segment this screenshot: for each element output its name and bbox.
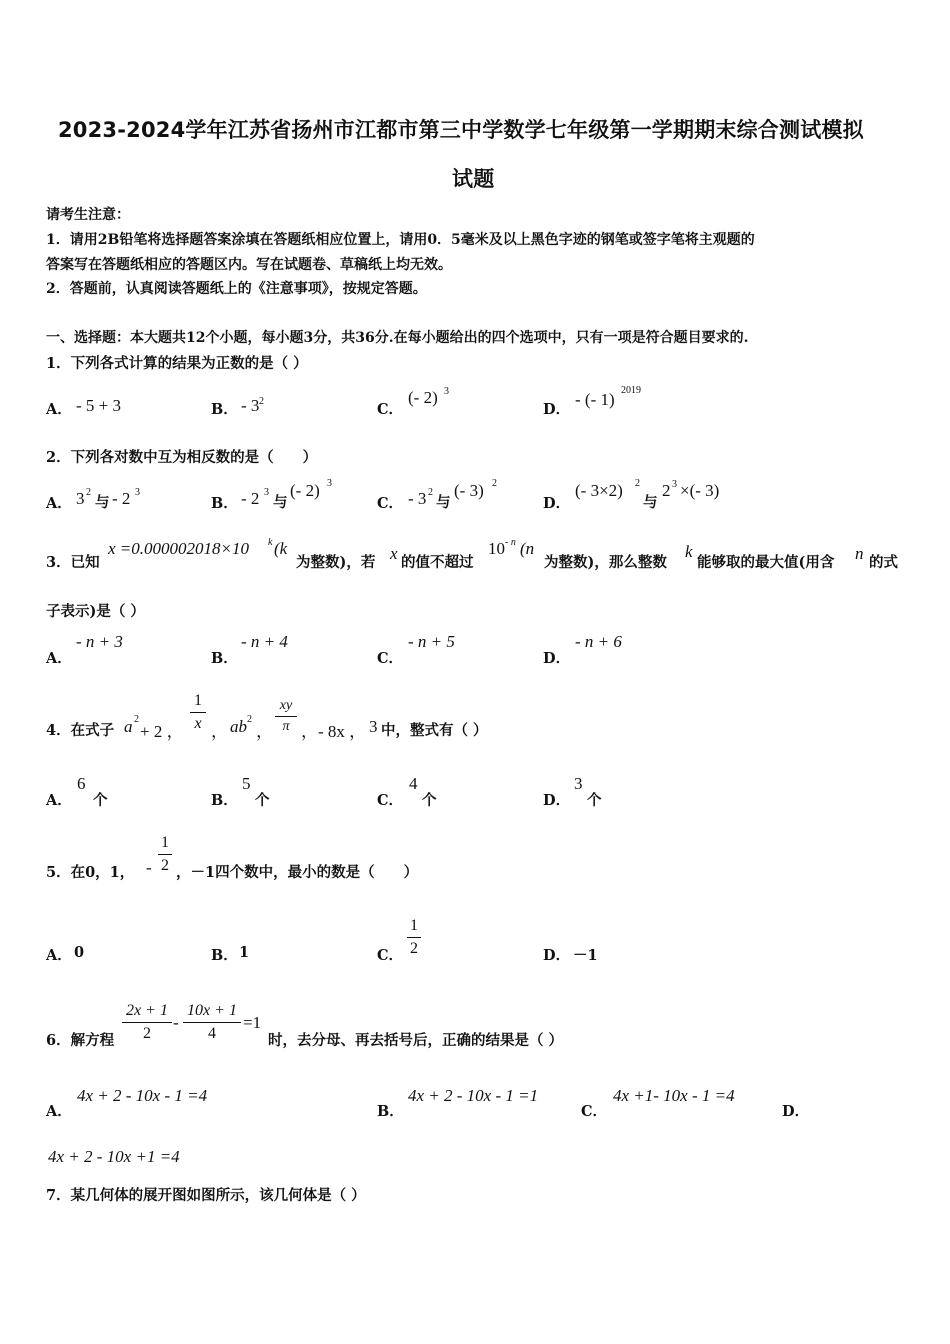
option-a-math: - 5 + 3 — [76, 396, 121, 415]
option-a-label: A． — [46, 401, 72, 418]
option-b-label: B． — [211, 947, 238, 964]
page-title-line2: 试题 — [452, 167, 495, 191]
stem-text: 中，整式有（ ） — [381, 722, 488, 739]
option-d-label: D． — [543, 792, 571, 809]
fraction-numerator: 1 — [194, 692, 202, 709]
stem-math: =1 — [243, 1013, 262, 1032]
option-b-label: B． — [377, 1103, 404, 1120]
option-c-label: C． — [581, 1103, 608, 1120]
fraction-numerator: xy — [279, 698, 293, 713]
stem-sep: ， — [211, 722, 228, 741]
option-c-conj: 与 — [436, 494, 451, 511]
notice-item-1: 1．请用2B铅笔将选择题答案涂填在答题纸相应位置上，请用0．5毫米及以上黑色字迹的钢笔或签字笔将主观题的 — [46, 232, 755, 248]
stem-math: a — [124, 717, 133, 736]
fraction-one-half — [158, 834, 172, 875]
fraction-denominator: 2 — [410, 940, 418, 957]
stem-text: 为整数)，若 — [296, 554, 376, 571]
option-d-conj: 与 — [643, 494, 658, 511]
fraction-xy-over-pi — [275, 698, 297, 735]
fraction-denominator: x — [194, 715, 202, 732]
option-a-term2-exp: 3 — [135, 487, 140, 498]
option-c-term2: (- 3) — [454, 481, 484, 500]
option-b-value: 1 — [239, 944, 250, 961]
stem-text: ，－1四个数中，最小的数是（ ） — [176, 864, 419, 881]
stem-math: n — [855, 544, 864, 563]
option-b-label: B． — [211, 401, 238, 418]
option-c-label: C． — [377, 792, 404, 809]
option-b-term1-exp: 3 — [264, 487, 269, 498]
notice-item-2: 2．答题前，认真阅读答题纸上的《注意事项》，按规定答题。 — [46, 281, 427, 297]
option-d-term1: (- 3×2) — [575, 481, 623, 500]
option-a-math: 6 — [77, 774, 86, 793]
stem-math: 10 — [488, 539, 505, 558]
fraction-denominator: 2 — [161, 857, 169, 874]
option-d-term3: ×(- 3) — [680, 481, 720, 500]
fraction-numerator: 1 — [161, 834, 169, 851]
stem-math: (k — [274, 539, 288, 558]
stem-math: x =0.000002018×10 — [108, 539, 249, 558]
option-c-math: 4x +1- 10x - 1 =4 — [613, 1086, 735, 1105]
question-7-stem: 7．某几何体的展开图如图所示，该几何体是（ ） — [46, 1187, 366, 1204]
option-d-label: D． — [543, 401, 571, 418]
option-c-math: (- 2) — [408, 388, 438, 407]
question-2-stem: 2．下列各对数中互为相反数的是（ ） — [46, 449, 318, 466]
option-c-label: C． — [377, 947, 404, 964]
option-a-term1-exp: 2 — [86, 487, 91, 498]
option-d-term1-exp: 2 — [635, 478, 640, 489]
option-c-exponent: 3 — [444, 386, 449, 397]
stem-text: 6．解方程 — [46, 1032, 115, 1049]
option-c-term2-exp: 2 — [492, 478, 497, 489]
stem-text: 为整数)，那么整数 — [544, 554, 667, 571]
option-d-math: - (- 1) — [575, 390, 615, 409]
option-b-math: 5 — [242, 774, 251, 793]
option-a-label: A． — [46, 650, 72, 667]
option-c-label: C． — [377, 650, 404, 667]
fraction-10x-plus-1-over-4 — [183, 1002, 241, 1043]
option-d-term2: 2 — [662, 481, 671, 500]
stem-math: + 2 ， — [140, 722, 184, 741]
stem-text: 能够取的最大值(用含 — [697, 554, 835, 571]
option-b-math: - n + 4 — [241, 632, 288, 651]
option-d-label: D． — [543, 650, 571, 667]
option-d-math: - n + 6 — [575, 632, 622, 651]
stem-math: - — [173, 1013, 179, 1032]
stem-sep: ， — [301, 722, 318, 741]
option-b-math: 4x + 2 - 10x - 1 =1 — [408, 1086, 539, 1105]
stem-math: (n — [520, 539, 535, 558]
option-a-term2: - 2 — [112, 489, 131, 508]
option-c-label: C． — [377, 401, 404, 418]
option-a-math: - n + 3 — [76, 632, 123, 651]
stem-text: 的式 — [869, 554, 898, 571]
option-a-label: A． — [46, 495, 72, 512]
option-d-label: D． — [543, 495, 571, 512]
option-b-exponent: 2 — [259, 396, 264, 407]
notice-heading: 请考生注意： — [46, 207, 130, 223]
option-d-label: D． — [543, 947, 571, 964]
option-d-label: D． — [782, 1103, 810, 1120]
stem-math-exp: k — [268, 537, 273, 548]
stem-math-exp: 2 — [247, 714, 252, 725]
option-a-value: 0 — [74, 944, 85, 961]
option-a-math: 4x + 2 - 10x - 1 =4 — [77, 1086, 208, 1105]
option-a-unit: 个 — [93, 792, 108, 809]
option-c-label: C． — [377, 495, 404, 512]
question-1-stem: 1．下列各式计算的结果为正数的是（ ） — [46, 355, 308, 372]
stem-math-exp: 2 — [134, 714, 139, 725]
option-c-math: 4 — [409, 774, 418, 793]
option-b-math: - 3 — [241, 396, 260, 415]
stem-sep: ， — [256, 722, 273, 741]
option-a-label: A． — [46, 792, 72, 809]
stem-text: 5．在0，1， — [46, 864, 135, 881]
option-b-label: B． — [211, 650, 238, 667]
option-d-math: 4x + 2 - 10x +1 =4 — [48, 1147, 180, 1166]
fraction-numerator: 1 — [410, 917, 418, 934]
option-d-value: －1 — [573, 947, 598, 964]
stem-math: 3 — [369, 717, 378, 736]
stem-text: 的值不超过 — [401, 554, 474, 571]
fraction-denominator: 4 — [208, 1025, 216, 1042]
fraction-1-over-x — [190, 692, 206, 733]
stem-math: k — [685, 542, 693, 561]
fraction-denominator: 2 — [143, 1025, 151, 1042]
fraction-numerator: 2x + 1 — [126, 1002, 168, 1019]
fraction-numerator: 10x + 1 — [187, 1002, 237, 1019]
stem-math: - 8x ， — [318, 722, 367, 741]
option-b-term2-exp: 3 — [327, 478, 332, 489]
stem-text: 4．在式子 — [46, 722, 115, 739]
page-title: 2023-2024学年江苏省扬州市江都市第三中学数学七年级第一学期期末综合测试模拟 — [58, 118, 864, 142]
option-a-term1: 3 — [76, 489, 85, 508]
stem-math: x — [390, 544, 398, 563]
option-d-exponent: 2019 — [621, 385, 641, 396]
option-b-term1: - 2 — [241, 489, 260, 508]
question-3-stem-cont: 子表示)是（ ） — [46, 603, 145, 620]
stem-text: 时，去分母、再去括号后，正确的结果是（ ） — [268, 1032, 564, 1049]
option-b-conj: 与 — [273, 494, 288, 511]
section-heading: 一、选择题：本大题共12个小题，每小题3分，共36分.在每小题给出的四个选项中，只有一项是符合题目要求的. — [46, 330, 749, 346]
option-b-label: B． — [211, 495, 238, 512]
option-a-conj: 与 — [95, 494, 110, 511]
option-a-label: A． — [46, 947, 72, 964]
option-c-unit: 个 — [422, 792, 437, 809]
option-c-fraction — [407, 917, 421, 958]
fraction-2x-plus-1-over-2 — [122, 1002, 172, 1043]
option-a-label: A． — [46, 1103, 72, 1120]
option-b-term2: (- 2) — [290, 481, 320, 500]
option-d-unit: 个 — [587, 792, 602, 809]
stem-math: ab — [230, 717, 247, 736]
notice-item-1-cont: 答案写在答题纸相应的答题区内。写在试题卷、草稿纸上均无效。 — [46, 257, 452, 273]
option-c-math: - n + 5 — [408, 632, 455, 651]
option-c-term1-exp: 2 — [428, 487, 433, 498]
fraction-denominator: π — [282, 719, 290, 734]
option-d-term2-exp: 3 — [672, 479, 677, 490]
option-b-label: B． — [211, 792, 238, 809]
option-d-math: 3 — [574, 774, 583, 793]
stem-math-exp: - n — [505, 537, 516, 548]
option-c-term1: - 3 — [408, 489, 427, 508]
option-b-unit: 个 — [255, 792, 270, 809]
stem-math: - — [146, 858, 152, 877]
stem-text: 3．已知 — [46, 554, 100, 571]
